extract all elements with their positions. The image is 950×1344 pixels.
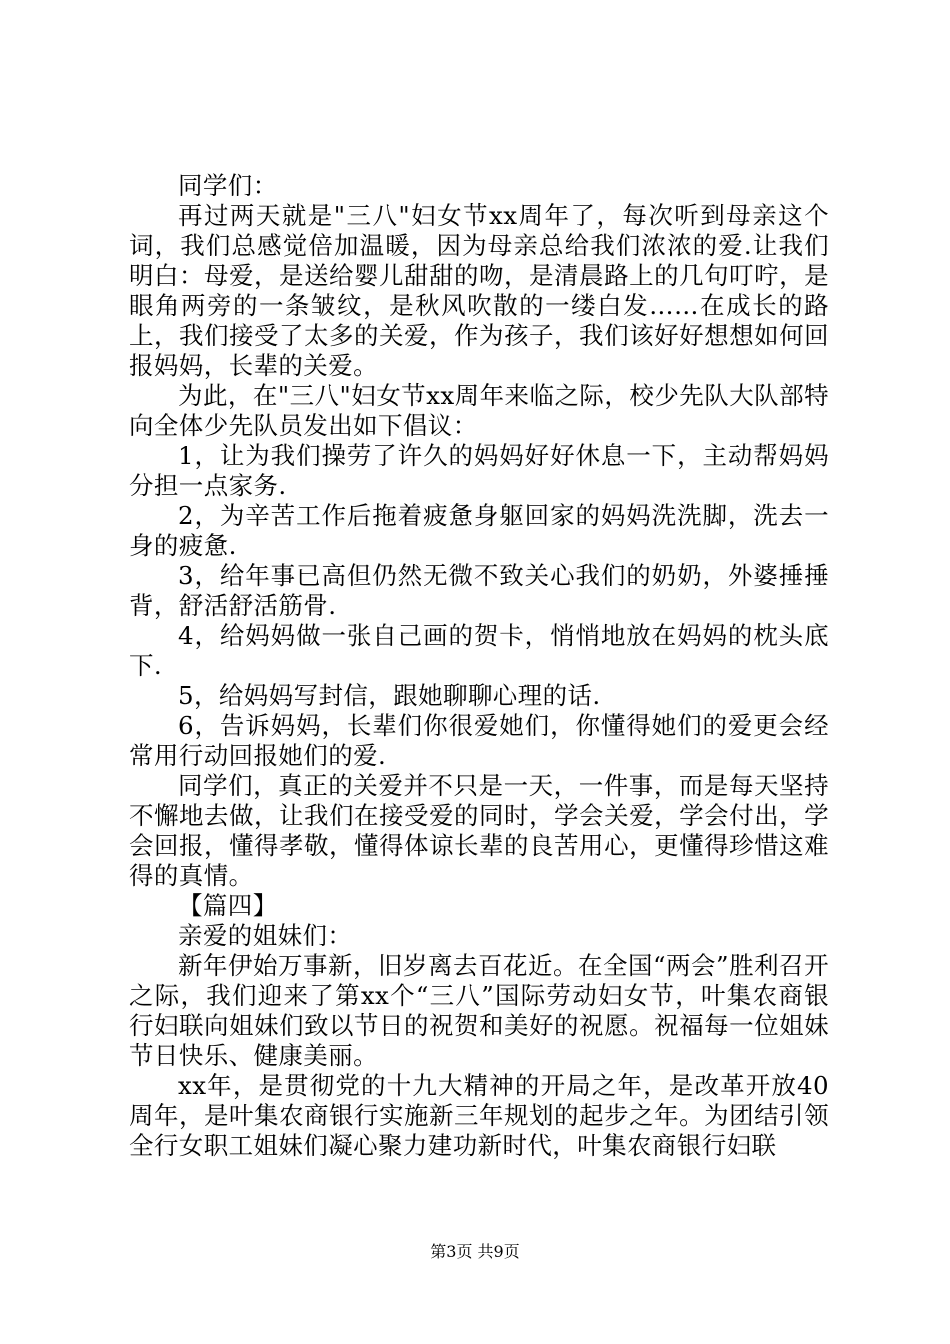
proposal-item-3: 3，给年事已高但仍然无微不致关心我们的奶奶，外婆捶捶背，舒活舒活筋骨.	[129, 561, 829, 620]
closing-paragraph: 同学们，真正的关爱并不只是一天，一件事，而是每天坚持不懈地去做，让我们在接受爱的同时，学会关爱，学会付出，学会回报，懂得孝敬，懂得体谅长辈的良苦用心，更懂得珍惜这难得的真情。	[129, 771, 829, 890]
body-text	[129, 171, 829, 1161]
proposal-item-5: 5，给妈妈写封信，跟她聊聊心理的话.	[178, 681, 601, 710]
proposal-paragraph: 为此，在"三八"妇女节xx周年来临之际，校少先队大队部特向全体少先队员发出如下倡议：	[129, 381, 829, 440]
section-heading: 【篇四】	[178, 891, 278, 920]
section-paragraph-1: 新年伊始万事新，旧岁离去百花近。在全国“两会”胜利召开之际，我们迎来了第xx个“三八”国际劳动妇女节，叶集农商银行妇联向姐妹们致以节日的祝贺和美好的祝愿。祝福每一位姐妹节日快乐、健康美丽。	[129, 951, 829, 1070]
proposal-item-2: 2，为辛苦工作后拖着疲惫身躯回家的妈妈洗洗脚，洗去一身的疲惫.	[129, 501, 829, 560]
section-greeting: 亲爱的姐妹们：	[178, 921, 353, 950]
greeting-paragraph: 同学们：	[178, 171, 278, 200]
page-footer: 第3页 共9页	[430, 1242, 520, 1261]
proposal-item-6: 6，告诉妈妈，长辈们你很爱她们，你懂得她们的爱更会经常用行动回报她们的爱.	[129, 711, 829, 770]
section-paragraph-2: xx年，是贯彻党的十九大精神的开局之年，是改革开放40周年，是叶集农商银行实施新三年规划的起步之年。为团结引领全行女职工姐妹们凝心聚力建功新时代，叶集农商银行妇联	[129, 1071, 829, 1160]
proposal-item-1: 1，让为我们操劳了许久的妈妈好好休息一下，主动帮妈妈分担一点家务.	[129, 441, 829, 500]
intro-paragraph: 再过两天就是"三八"妇女节xx周年了，每次听到母亲这个词，我们总感觉倍加温暖，因为母亲总给我们浓浓的爱.让我们明白：母爱，是送给婴儿甜甜的吻，是清晨路上的几句叮咛，是眼角两旁的一条皱纹，是秋风吹散的一缕白发……在成长的路上，我们接受了太多的关爱，作为孩子，我们该好好想想如何回报妈妈，长辈的关爱。	[129, 201, 829, 380]
proposal-item-4: 4，给妈妈做一张自己画的贺卡，悄悄地放在妈妈的枕头底下.	[129, 621, 829, 680]
